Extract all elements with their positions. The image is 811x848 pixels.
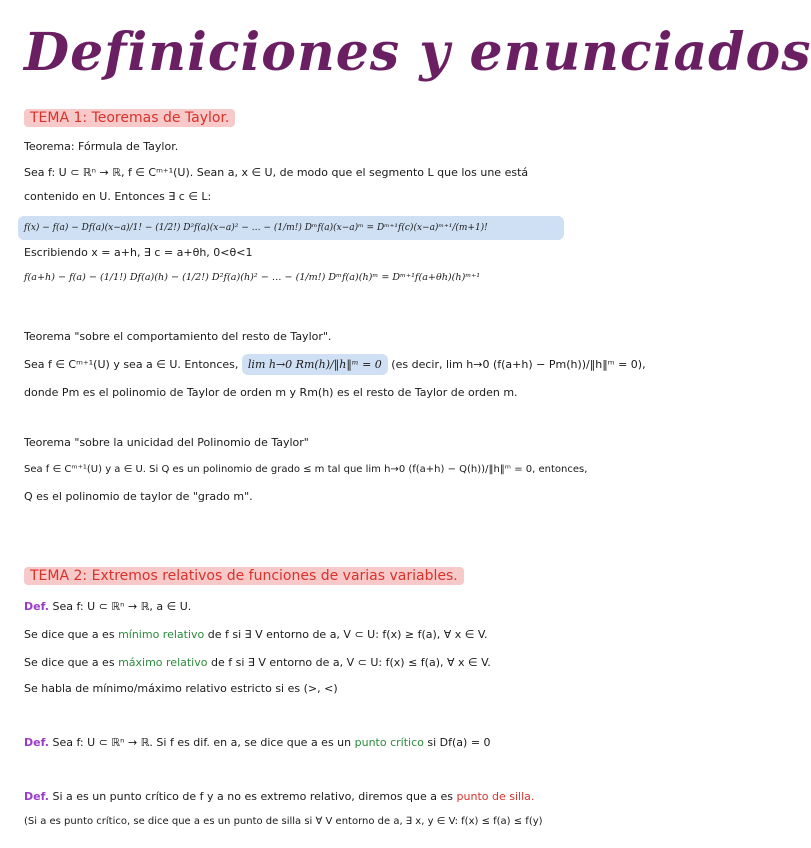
- def1-min-term: mínimo relativo: [118, 628, 205, 641]
- def3-row: [24, 790, 534, 803]
- tema2-heading-row: [24, 568, 464, 584]
- taylor-formula-text1: Sea f: U ⊂ ℝⁿ → ℝ, f ∈ Cᵐ⁺¹(U). Sean a, x ∈ U, de modo que el segmento L que los une está: [24, 166, 529, 179]
- def3-pre: Si a es un punto crítico de f y a no es extremo relativo, diremos que a es: [52, 790, 454, 803]
- def1-strict: Se habla de mínimo/máximo relativo estricto si es (>, <): [24, 682, 338, 695]
- def2-post: si Df(a) = 0: [427, 736, 491, 749]
- uniqueness-text1: Sea f ∈ Cᵐ⁺¹(U) y a ∈ U. Si Q es un polinomio de grado ≤ m tal que lim h→0 (f(a+h) − Q(h))/‖h‖ᵐ = 0, entonces,: [24, 464, 588, 475]
- def2-label: Def.: [24, 736, 49, 749]
- remainder-text2: donde Pm es el polinomio de Taylor de orden m y Rm(h) es el resto de Taylor de orden m.: [24, 386, 518, 399]
- def1-min-pre: Se dice que a es: [24, 628, 115, 641]
- remainder-text1b: (es decir, lim h→0 (f(a+h) − Pm(h))/‖h‖ᵐ = 0),: [391, 358, 646, 371]
- def2-row: [24, 736, 491, 749]
- def1-min-post: de f si ∃ V entorno de a, V ⊂ U: f(x) ≥ f(a), ∀ x ∈ V.: [207, 628, 488, 641]
- def3-text2: (Si a es punto crítico, se dice que a es un punto de silla si ∀ V entorno de a, ∃ x, y ∈ V: f(x) ≤ f(a) ≤ f(y): [24, 816, 543, 827]
- page-title: Definiciones y enunciados: [24, 22, 811, 83]
- tema1-heading: TEMA 1: Teoremas de Taylor.: [24, 109, 235, 127]
- tema1-heading-row: [24, 110, 235, 126]
- def1-row: [24, 600, 191, 613]
- def1-max-pre: Se dice que a es: [24, 656, 115, 669]
- def2-pre: Sea f: U ⊂ ℝⁿ → ℝ. Si f es dif. en a, se dice que a es un: [52, 736, 352, 749]
- uniqueness-text2: Q es el polinomio de taylor de "grado m".: [24, 490, 253, 503]
- def3-label: Def.: [24, 790, 49, 803]
- def1-text: Sea f: U ⊂ ℝⁿ → ℝ, a ∈ U.: [52, 600, 192, 613]
- tema2-heading: TEMA 2: Extremos relativos de funciones de varias variables.: [24, 567, 464, 585]
- taylor-writing: Escribiendo x = a+h, ∃ c = a+θh, 0<θ<1: [24, 246, 253, 259]
- remainder-limit: lim h→0 Rm(h)/‖h‖ᵐ = 0: [242, 354, 388, 375]
- def1-max-row: [24, 656, 491, 669]
- taylor-formula-heading: Teorema: Fórmula de Taylor.: [24, 140, 179, 153]
- def1-label: Def.: [24, 600, 49, 613]
- def2-term: punto crítico: [354, 736, 424, 749]
- remainder-heading: Teorema "sobre el comportamiento del resto de Taylor".: [24, 330, 332, 343]
- def1-max-term: máximo relativo: [118, 656, 208, 669]
- taylor-formula-eq: f(x) − f(a) − Df(a)(x−a)/1! − (1/2!) D²f(a)(x−a)² − … − (1/m!) Dᵐf(a)(x−a)ᵐ = Dᵐ⁺¹f(c)(x−a)ᵐ⁺¹/(m+1)!: [24, 223, 488, 233]
- taylor-formula-text2: contenido en U. Entonces ∃ c ∈ L:: [24, 190, 212, 203]
- taylor-formula-eq2: f(a+h) − f(a) − (1/1!) Df(a)(h) − (1/2!) D²f(a)(h)² − … − (1/m!) Dᵐf(a)(h)ᵐ = Dᵐ⁺¹f(a+θh)(h)ᵐ⁺¹: [24, 272, 481, 283]
- uniqueness-heading: Teorema "sobre la unicidad del Polinomio de Taylor": [24, 436, 309, 449]
- taylor-formula-box: [18, 216, 564, 240]
- def1-max-post: de f si ∃ V entorno de a, V ⊂ U: f(x) ≤ f(a), ∀ x ∈ V.: [210, 656, 491, 669]
- remainder-text1: [24, 358, 646, 371]
- def3-term: punto de silla.: [456, 790, 535, 803]
- def1-min-row: [24, 628, 488, 641]
- remainder-text1a: Sea f ∈ Cᵐ⁺¹(U) y sea a ∈ U. Entonces,: [24, 358, 239, 371]
